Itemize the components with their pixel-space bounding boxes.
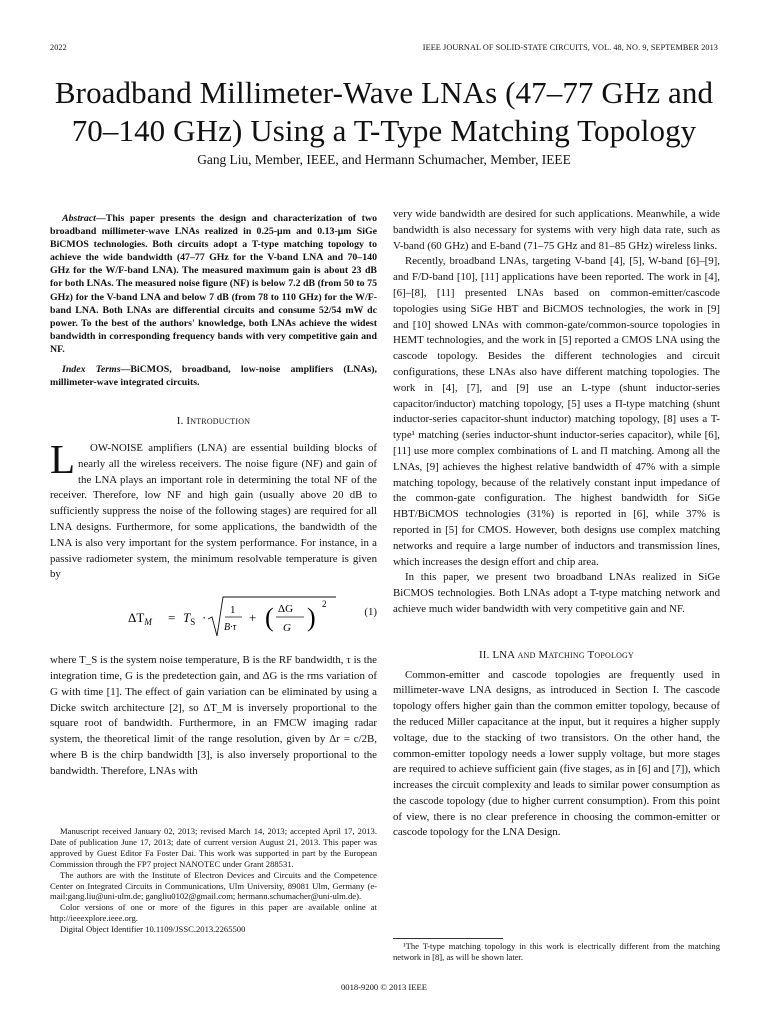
- section-title: LNA and Matching Topology: [492, 648, 635, 661]
- eq-paren-left: (: [265, 603, 274, 633]
- index-terms-text: —BiCMOS, broadband, low-noise amplifiers (LNAs), millimeter-wave integrated circuits.: [50, 364, 377, 389]
- section-heading-lna-topology: [393, 648, 720, 664]
- section-title: Introduction: [186, 415, 251, 428]
- footnote-affiliation: The authors are with the Institute of Electron Devices and Circuits and the Competence Center on Integrated Circuits in Communications, Ulm University, 89081 Ulm, Germany (e-mail:gang.liu@uni-ulm.de; gangliu0102@gmail.com; hermann.schumacher@uni-ulm.de).: [50, 869, 377, 902]
- intro-paragraph-1: [50, 436, 377, 583]
- equation-number: (1): [364, 606, 377, 619]
- eq-ts: $T_S$: [183, 610, 196, 628]
- copyright-footer: 0018-9200 © 2013 IEEE: [340, 982, 427, 992]
- eq-dg-den: G: [283, 622, 291, 635]
- eq-dg-num: ΔG: [278, 603, 294, 616]
- eq-plus: +: [249, 610, 257, 626]
- footnote-divider: [393, 938, 503, 939]
- eq-lhs: $\Delta T_M$: [128, 610, 152, 628]
- page-number: 2022: [50, 43, 67, 52]
- eq-exponent: 2: [322, 599, 327, 610]
- left-column: [50, 212, 377, 780]
- section-heading-introduction: [50, 414, 377, 430]
- abstract-text: —This paper presents the design and characterization of two broadband millimeter-wave LNAs realized in 0.25-μm and 0.13-μm SiGe BiCMOS technologies. Both circuits adopt a T-type matching topology to achieve the wide bandwidth (47–77 GHz for the V-band LNA and 70–140 GHz for the W/F-band LNA). The measured maximum gain is about 23 dB for both LNAs. The measured noise figure (NF) is below 7.2 dB (from 50 to 75 GHz) for the V-band LNA and below 7 dB (from 78 to 110 GHz) for the W/F-band LNA. Both LNAs are differential circuits and consume 52/54 mW dc power. To the best of the authors' knowledge, both LNAs achieve the widest bandwidth in corresponding frequency bands with very competitive gain and NF.: [50, 213, 377, 355]
- equation-radiometer-formula: [128, 595, 338, 639]
- intro-paragraph-1-text: OW-NOISE amplifiers (LNA) are essential building blocks of nearly all the wireless receivers. The noise figure (NF) and gain of the LNA plays an important role in determining the total NF of the receiver. Therefore, low NF and high gain (usually above 20 dB to sufficiently suppress the noise of the following stages) are required for all LNA designs. Furthermore, for some applications, the bandwidth of the LNA is also very important for the system performance. For instance, in a passive radiometer system, the minimum resolvable temperature is given by: [50, 442, 377, 581]
- drop-cap: L: [50, 436, 76, 483]
- eq-dot: ·: [202, 610, 207, 626]
- index-terms-label: Index Terms: [62, 364, 121, 376]
- paper-title: [40, 74, 728, 150]
- intro-paragraph-5: In this paper, we present two broadband LNAs realized in SiGe BiCMOS technologies. Both LNAs adopt a T-type matching network and achieve much wider bandwidth with very competitive gain and NF.: [393, 571, 720, 615]
- first-page-footnotes: [50, 826, 377, 935]
- intro-paragraph-2: where T_S is the system noise temperature, B is the RF bandwidth, τ is the integration time, G is the predetection gain, and ΔG is the rms variation of G with time [1]. The effect of gain variation can be eliminated by using a Dicke switch architecture [2], so ΔT_M is inversely proportional to the square root of bandwidth. Furthermore, in an FMCW imaging radar system, the theoretical limit of the range resolution, given by Δr = c/2B, where B is the chirp bandwidth [3], is also inversely proportional to the bandwidth. Therefore, LNAs with: [50, 654, 377, 777]
- abstract-label: Abstract: [62, 213, 96, 224]
- intro-paragraph-3: very wide bandwidth are desired for such applications. Meanwhile, a wide bandwidth is also necessary for systems with very high data rate, such as V-band (60 GHz) and E-band (71–75 GHz and 81–85 GHz) wireless links.: [393, 208, 720, 252]
- section-number: II.: [478, 648, 490, 661]
- footnote-manuscript: Manuscript received January 02, 2013; revised March 14, 2013; accepted April 17, 2013. Date of publication June 17, 2013; date of current version August 21, 2013. This paper was approved by Guest Editor Fa Foster Dai. This work was supported in part by the European Commission through the FP7 project NANOTEC under Grant 288531.: [50, 826, 377, 869]
- author-line: Gang Liu, Member, IEEE, and Hermann Schumacher, Member, IEEE: [197, 152, 571, 167]
- index-terms: [50, 363, 377, 389]
- eq-frac-num: 1: [230, 604, 236, 617]
- footnote-ttype: ¹The T-type matching topology in this work is electrically different from the matching network in [8], as will be shown later.: [393, 941, 720, 962]
- right-column: [393, 207, 720, 841]
- eq-paren-right: ): [307, 603, 316, 633]
- eq-frac-den: B·τ: [224, 622, 237, 634]
- intro-paragraph-4: Recently, broadband LNAs, targeting V-band [4], [5], W-band [6]–[9], and F/D-band [10], [11] applications have been reported. The work in [4], [6]–[8], [11] presented LNAs based on common-emitter/cascode topologies using SiGe HBT and BiCMOS technologies, the work in [9] and [10] showed LNAs with common-gate/common-source topologies in HEMT technologies, and the work in [5] reported a CMOS LNA using the cascode topology. Besides the different technologies and circuit configurations, these LNAs also have different matching topologies. The work in [4], [7], and [9] use an L-type (shunt inductor-series capacitor/inductor) matching topology, [5] uses a Π-type matching (shunt inductor-series capacitor-shunt inductor) matching topology, [8] uses a T-type¹ matching (series inductor-shunt inductor-series capacitor), while [6], [11] use more complex combinations of L and Π matching. Among all the LNAs, [9] achieves the highest relative bandwidth of 47% with a simple matching topology, because of the relatively constant input impedance of the common-gate configuration. The highest bandwidth for SiGe HBT/BiCMOS technologies (31%) is reported in [6], while 37% is reported in [5] for CMOS. However, both designs use complex matching networks and require a large number of inductors and transmission lines, which increases the design effort and chip area.: [393, 255, 720, 568]
- equation-1: [50, 589, 377, 647]
- eq-equals: =: [168, 610, 176, 626]
- footnote-color-figures: Color versions of one or more of the figures in this paper are available online at http://ieeexplore.ieee.org.: [50, 902, 377, 924]
- title-line-2: 70–140 GHz) Using a T-Type Matching Topology: [71, 113, 697, 148]
- journal-citation: IEEE JOURNAL OF SOLID-STATE CIRCUITS, VOL. 48, NO. 9, SEPTEMBER 2013: [422, 43, 718, 52]
- abstract: [50, 212, 377, 356]
- section2-paragraph-1: Common-emitter and cascode topologies are frequently used in millimeter-wave LNA designs, as introduced in Section I. The cascode topology offers higher gain than the common emitter topology, because of the reduced Miller capacitance at the input, but it requires a higher supply voltage, due to the stacking of two transistors. On the other hand, the common-emitter topology needs a lower supply voltage, but more stages are required to achieve sufficient gain (five stages, as in [6] and [7]), which increases the circuit complexity and leads to similar power consumption as the cascode topology (due to higher current consumption). From this point of view, there is no clear preference in choosing the common-emitter or cascode topology for the LNA Design.: [393, 668, 720, 839]
- title-line-1: Broadband Millimeter-Wave LNAs (47–77 GHz and: [54, 75, 714, 110]
- footnote-doi: Digital Object Identifier 10.1109/JSSC.2013.2265500: [60, 924, 246, 935]
- running-header: [50, 43, 718, 57]
- section-number: I.: [176, 415, 184, 428]
